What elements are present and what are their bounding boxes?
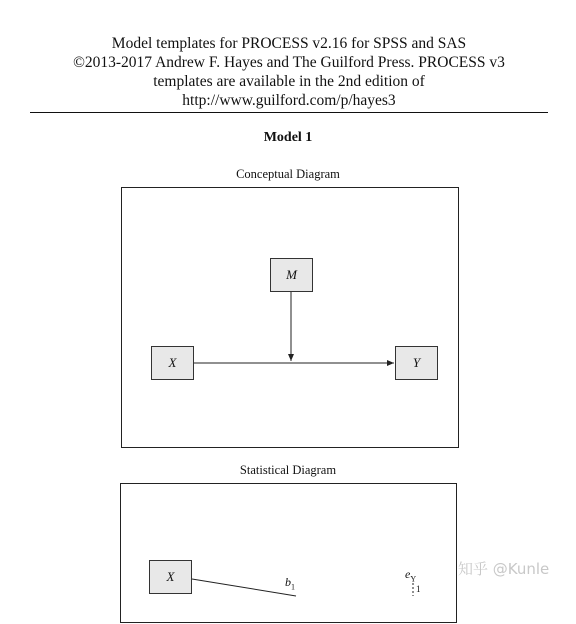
conceptual-diagram-arrows [122, 188, 460, 449]
b-label-letter: b [285, 575, 291, 589]
statistical-diagram-title: Statistical Diagram [239, 463, 337, 477]
error-weight-label: 1 [416, 584, 421, 594]
node-x: X [151, 346, 194, 380]
header-url: http://www.guilford.com/p/hayes3 [182, 92, 396, 109]
x-b1-path [192, 579, 296, 596]
b-label-sub: 1 [291, 582, 295, 592]
header-divider [30, 112, 548, 113]
document-header [30, 34, 548, 110]
conceptual-diagram-panel [121, 187, 459, 448]
stat-node-x: X [149, 560, 192, 594]
conceptual-diagram-title: Conceptual Diagram [236, 167, 340, 181]
model-title: Model 1 [263, 130, 313, 145]
header-line-2: ©2013-2017 Andrew F. Hayes and The Guilford Press. PROCESS v3 [73, 54, 505, 71]
e-label-letter: e [405, 567, 411, 581]
e-label-sub: Y [410, 574, 417, 584]
header-line-3: templates are available in the 2nd edition of [153, 73, 425, 90]
node-y: Y [395, 346, 438, 380]
b1-label [285, 575, 295, 591]
header-line-1: Model templates for PROCESS v2.16 for SPSS and SAS [111, 35, 467, 52]
error-term-label [405, 567, 416, 583]
statistical-diagram-panel [120, 483, 457, 623]
watermark: 知乎 @Kunle [458, 560, 550, 578]
statistical-diagram-arrows [121, 484, 458, 624]
node-m: M [270, 258, 313, 292]
